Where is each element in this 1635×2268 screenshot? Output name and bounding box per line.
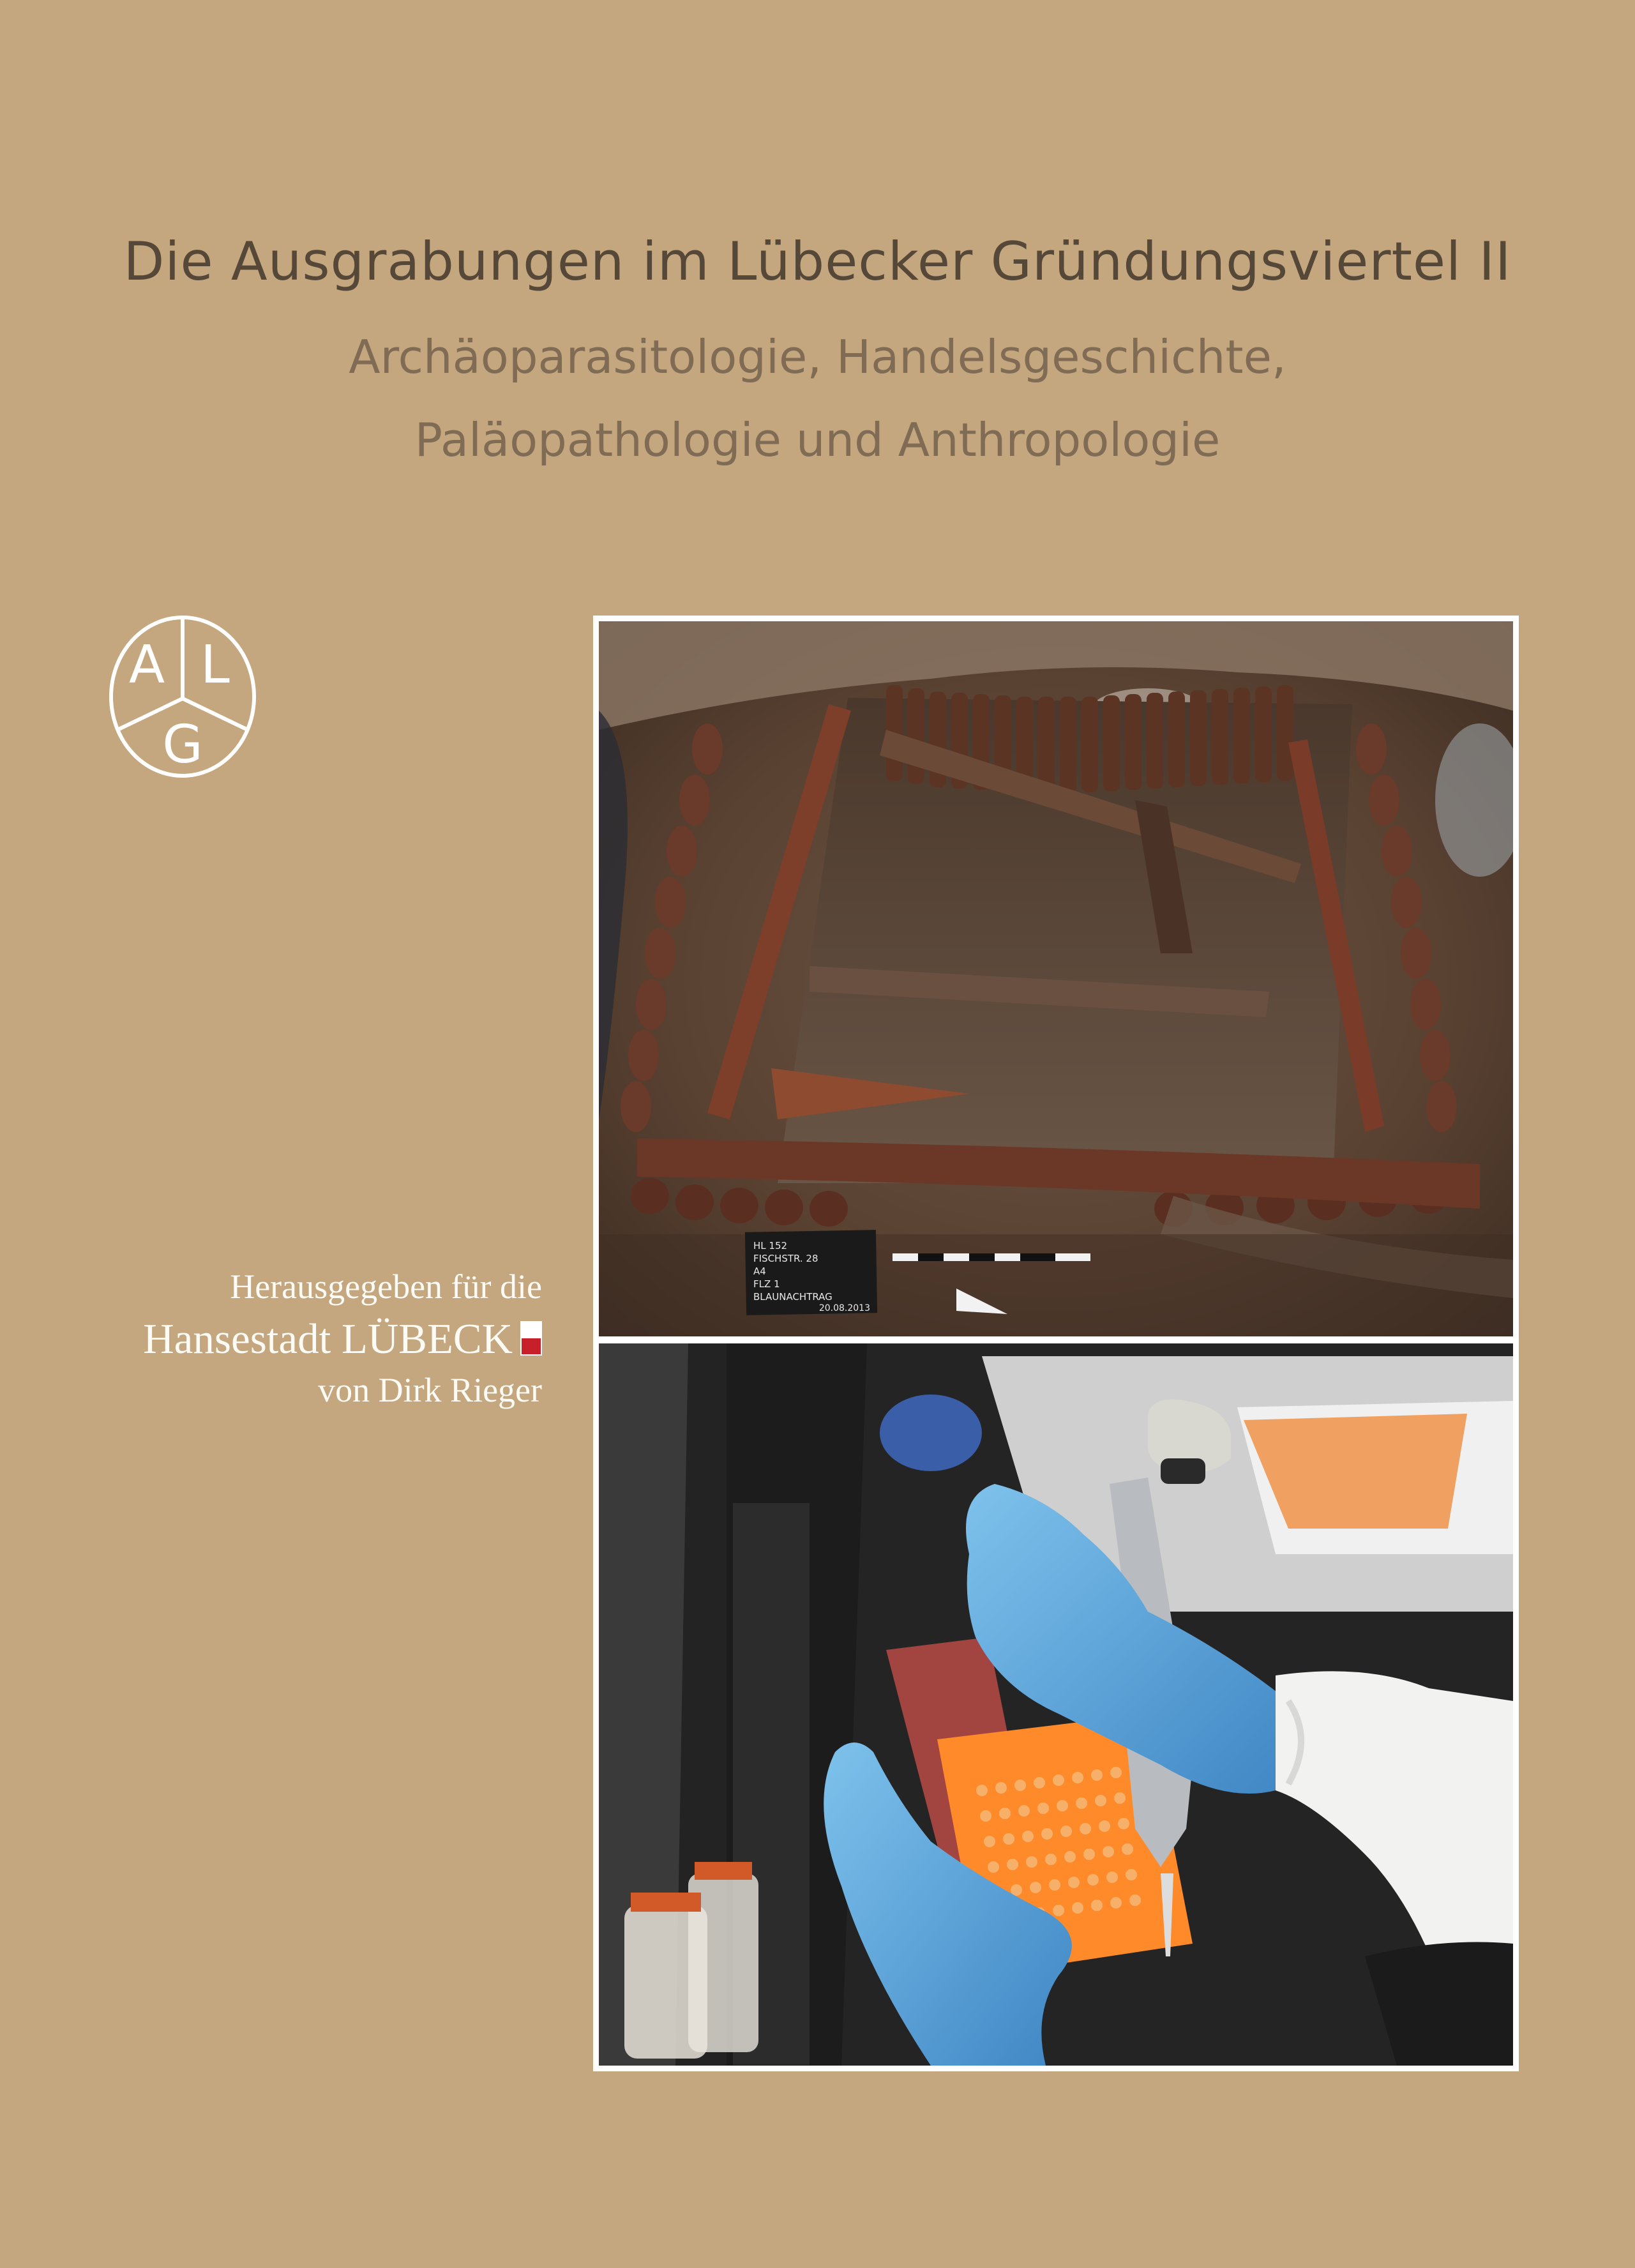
label-date: 20.08.2013 xyxy=(818,1303,870,1313)
publisher-line-1: Herausgegeben für die xyxy=(230,1267,542,1306)
alg-logo xyxy=(107,614,258,779)
photo-label-card xyxy=(745,1230,877,1315)
logo-letter-l: L xyxy=(200,635,230,695)
label-line-5: BLAUNACHTRAG xyxy=(753,1291,833,1303)
photo-frame xyxy=(593,616,1519,2071)
title-block xyxy=(0,230,1635,481)
logo-letter-a: A xyxy=(128,635,165,695)
publisher-block xyxy=(143,1264,542,1411)
book-title: Die Ausgrabungen im Lübecker Gründungsviertel II xyxy=(123,231,1512,292)
book-subtitle-line-1: Archäoparasitologie, Handelsgeschichte, xyxy=(349,330,1286,384)
label-line-3: A4 xyxy=(753,1266,766,1277)
label-line-1: HL 152 xyxy=(753,1240,788,1251)
laboratory-photo xyxy=(599,1343,1513,2066)
city-name: Hansestadt LÜBECK xyxy=(143,1315,513,1363)
book-subtitle-line-2: Paläopathologie und Anthropologie xyxy=(414,413,1221,467)
logo-letter-g: G xyxy=(162,714,203,775)
publisher-line-2 xyxy=(143,1309,542,1369)
excavation-photo xyxy=(599,621,1513,1336)
luebeck-flag-icon xyxy=(520,1321,542,1356)
publisher-line-3: von Dirk Rieger xyxy=(318,1371,542,1409)
label-line-2: FISCHSTR. 28 xyxy=(753,1253,818,1264)
label-line-4: FLZ 1 xyxy=(753,1278,780,1290)
